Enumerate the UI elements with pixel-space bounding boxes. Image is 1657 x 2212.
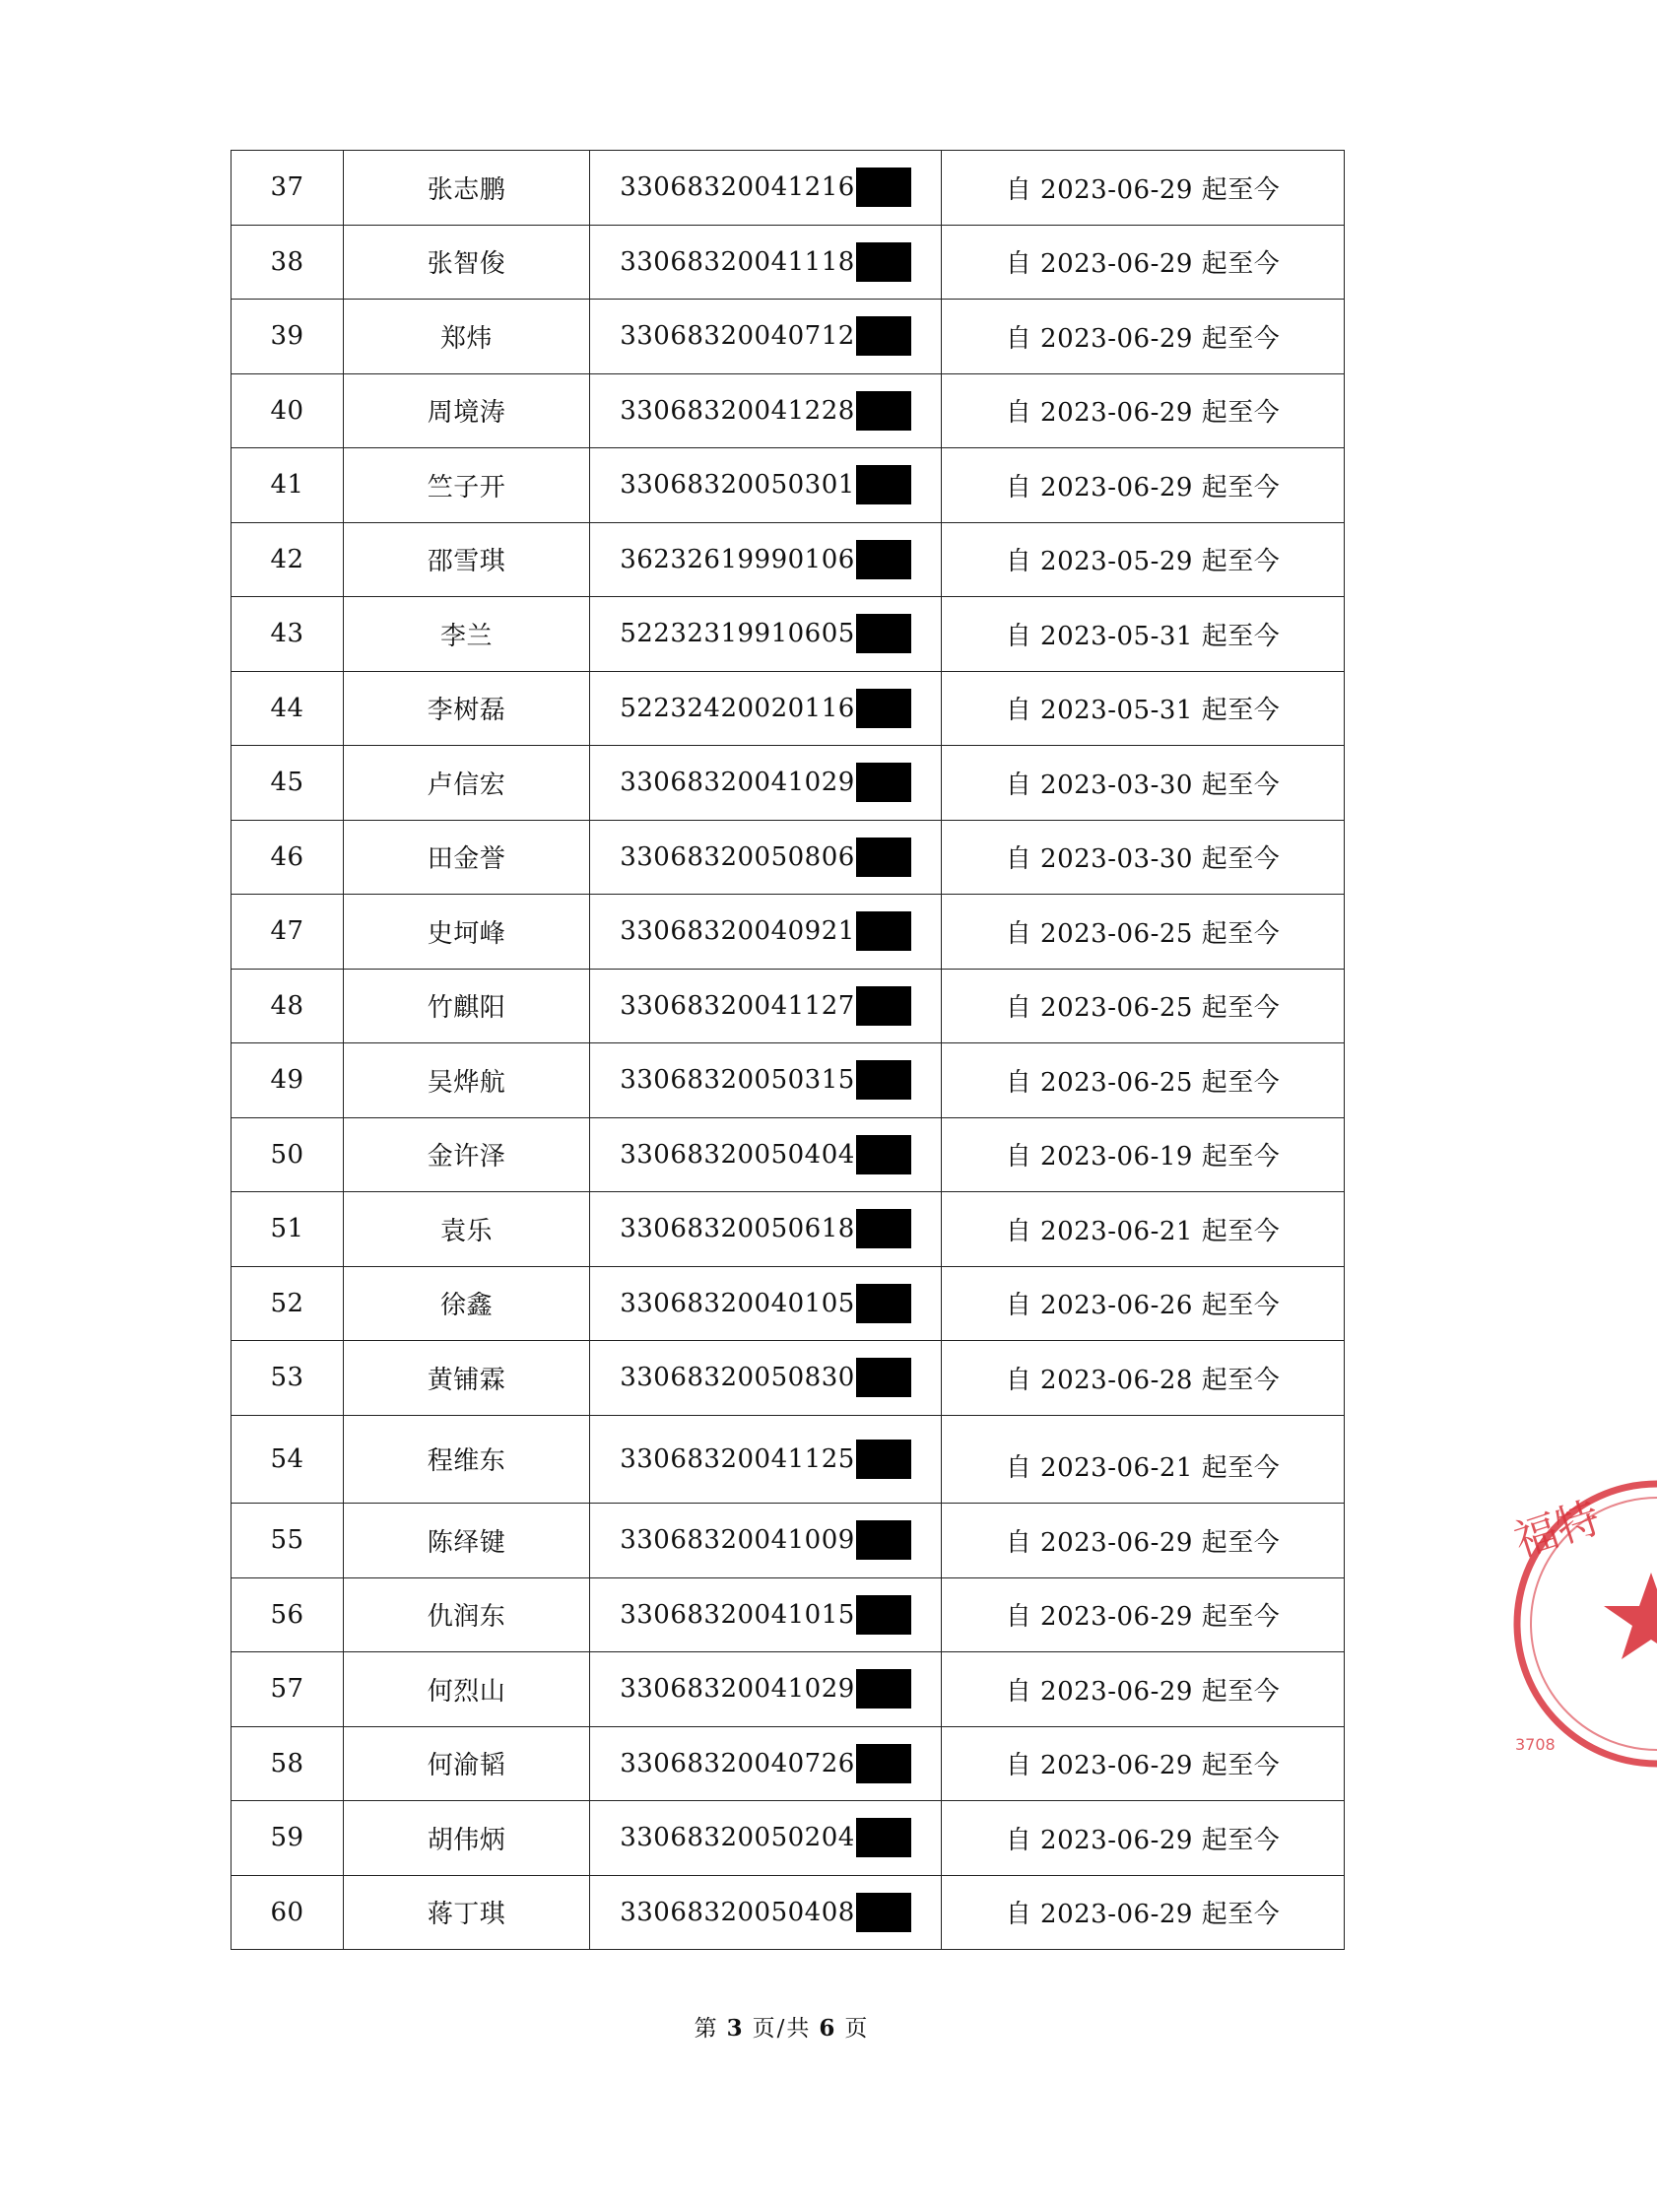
id-number-cell xyxy=(590,1341,942,1416)
id-number-visible: 33068320040921 xyxy=(620,916,855,947)
person-name: 袁乐 xyxy=(344,1192,590,1267)
id-number-visible: 33068320050806 xyxy=(620,841,855,872)
redaction-block xyxy=(856,614,911,653)
employment-date: 自 2023-06-29 起至今 xyxy=(942,225,1345,300)
id-number-cell xyxy=(590,151,942,226)
id-number-cell xyxy=(590,1266,942,1341)
row-number: 38 xyxy=(232,225,344,300)
person-name: 李兰 xyxy=(344,597,590,672)
employment-date: 自 2023-06-28 起至今 xyxy=(942,1341,1345,1416)
table-row xyxy=(232,373,1345,448)
table-row xyxy=(232,1341,1345,1416)
redaction-block xyxy=(856,316,911,356)
id-number-visible: 33068320050315 xyxy=(620,1065,855,1096)
table-row xyxy=(232,820,1345,895)
id-number-cell xyxy=(590,746,942,821)
footer-current-page: 3 xyxy=(726,2015,745,2042)
employment-date: 自 2023-06-29 起至今 xyxy=(942,1652,1345,1727)
table-row xyxy=(232,1117,1345,1192)
employment-date: 自 2023-06-19 起至今 xyxy=(942,1117,1345,1192)
id-number-cell xyxy=(590,300,942,374)
page-footer xyxy=(0,2010,1563,2043)
row-number: 58 xyxy=(232,1726,344,1801)
id-number-cell xyxy=(590,1652,942,1727)
id-number-visible: 33068320050301 xyxy=(620,470,855,501)
person-name: 黄铺霖 xyxy=(344,1341,590,1416)
id-number-visible: 52232420020116 xyxy=(620,693,855,723)
roster-table xyxy=(231,150,1345,1950)
id-number-cell xyxy=(590,1504,942,1578)
roster-body xyxy=(232,151,1345,1950)
seal-star-icon xyxy=(1604,1573,1657,1659)
row-number: 47 xyxy=(232,895,344,970)
employment-date: 自 2023-06-21 起至今 xyxy=(942,1192,1345,1267)
person-name: 邵雪琪 xyxy=(344,522,590,597)
footer-total-pages: 6 xyxy=(819,2015,837,2042)
person-name: 仇润东 xyxy=(344,1577,590,1652)
row-number: 39 xyxy=(232,300,344,374)
id-number-cell xyxy=(590,1117,942,1192)
person-name: 李树磊 xyxy=(344,671,590,746)
table-row xyxy=(232,969,1345,1043)
row-number: 52 xyxy=(232,1266,344,1341)
redaction-block xyxy=(856,1520,911,1560)
employment-date: 自 2023-06-29 起至今 xyxy=(942,448,1345,523)
id-number-cell xyxy=(590,522,942,597)
id-number-visible: 52232319910605 xyxy=(620,619,855,649)
row-number: 46 xyxy=(232,820,344,895)
row-number: 59 xyxy=(232,1801,344,1876)
table-row xyxy=(232,1652,1345,1727)
person-name: 蒋丁琪 xyxy=(344,1875,590,1950)
table-row xyxy=(232,1415,1345,1504)
id-number-visible: 33068320050618 xyxy=(620,1214,855,1244)
redaction-block xyxy=(856,838,911,877)
id-number-visible: 33068320041228 xyxy=(620,395,855,426)
redaction-block xyxy=(856,1893,911,1932)
table-row xyxy=(232,151,1345,226)
table-row xyxy=(232,1266,1345,1341)
employment-date: 自 2023-06-25 起至今 xyxy=(942,969,1345,1043)
table-row xyxy=(232,225,1345,300)
id-number-cell xyxy=(590,671,942,746)
id-number-visible: 33068320041216 xyxy=(620,172,855,203)
row-number: 55 xyxy=(232,1504,344,1578)
id-number-cell xyxy=(590,1875,942,1950)
employment-date: 自 2023-06-26 起至今 xyxy=(942,1266,1345,1341)
id-number-visible: 33068320040105 xyxy=(620,1288,855,1318)
employment-date: 自 2023-03-30 起至今 xyxy=(942,820,1345,895)
employment-date: 自 2023-06-29 起至今 xyxy=(942,300,1345,374)
id-number-cell xyxy=(590,373,942,448)
id-number-cell xyxy=(590,597,942,672)
redaction-block xyxy=(856,1744,911,1783)
id-number-visible: 33068320041029 xyxy=(620,768,855,798)
employment-date: 自 2023-06-29 起至今 xyxy=(942,1504,1345,1578)
id-number-cell xyxy=(590,1043,942,1118)
redaction-block xyxy=(856,1595,911,1635)
id-number-visible: 33068320050204 xyxy=(620,1823,855,1853)
employment-date: 自 2023-06-29 起至今 xyxy=(942,373,1345,448)
employment-date: 自 2023-06-29 起至今 xyxy=(942,1875,1345,1950)
row-number: 57 xyxy=(232,1652,344,1727)
row-number: 43 xyxy=(232,597,344,672)
id-number-visible: 33068320041125 xyxy=(620,1443,855,1474)
id-number-cell xyxy=(590,225,942,300)
table-row xyxy=(232,746,1345,821)
footer-prefix: 第 xyxy=(694,2016,719,2042)
id-number-cell xyxy=(590,820,942,895)
person-name: 田金誉 xyxy=(344,820,590,895)
table-row xyxy=(232,448,1345,523)
redaction-block xyxy=(856,911,911,951)
id-number-visible: 33068320050404 xyxy=(620,1139,855,1170)
person-name: 周境涛 xyxy=(344,373,590,448)
person-name: 张志鹏 xyxy=(344,151,590,226)
row-number: 49 xyxy=(232,1043,344,1118)
redaction-block xyxy=(856,763,911,802)
employment-date: 自 2023-03-30 起至今 xyxy=(942,746,1345,821)
id-number-visible: 33068320040712 xyxy=(620,321,855,352)
redaction-block xyxy=(856,168,911,207)
redaction-block xyxy=(856,1060,911,1100)
id-number-visible: 33068320041118 xyxy=(620,246,855,277)
table-row xyxy=(232,671,1345,746)
employment-date: 自 2023-06-29 起至今 xyxy=(942,1726,1345,1801)
redaction-block xyxy=(856,1135,911,1174)
person-name: 郑炜 xyxy=(344,300,590,374)
row-number: 45 xyxy=(232,746,344,821)
redaction-block xyxy=(856,986,911,1026)
row-number: 50 xyxy=(232,1117,344,1192)
id-number-visible: 36232619990106 xyxy=(620,544,855,574)
id-number-visible: 33068320041015 xyxy=(620,1599,855,1630)
employment-date: 自 2023-06-29 起至今 xyxy=(942,151,1345,226)
table-row xyxy=(232,1801,1345,1876)
person-name: 张智俊 xyxy=(344,225,590,300)
person-name: 史坷峰 xyxy=(344,895,590,970)
person-name: 程维东 xyxy=(344,1415,590,1504)
employment-date: 自 2023-05-31 起至今 xyxy=(942,671,1345,746)
row-number: 53 xyxy=(232,1341,344,1416)
redaction-block xyxy=(856,689,911,728)
id-number-cell xyxy=(590,448,942,523)
id-number-cell xyxy=(590,1577,942,1652)
redaction-block xyxy=(856,540,911,579)
id-number-visible: 33068320050408 xyxy=(620,1897,855,1927)
employment-date: 自 2023-05-31 起至今 xyxy=(942,597,1345,672)
id-number-visible: 33068320041009 xyxy=(620,1525,855,1556)
row-number: 48 xyxy=(232,969,344,1043)
id-number-cell xyxy=(590,969,942,1043)
id-number-visible: 33068320041127 xyxy=(620,990,855,1021)
redaction-block xyxy=(856,391,911,431)
redaction-block xyxy=(856,1440,911,1479)
employment-date: 自 2023-06-25 起至今 xyxy=(942,1043,1345,1118)
id-number-visible: 33068320040726 xyxy=(620,1748,855,1778)
redaction-block xyxy=(856,1284,911,1323)
table-row xyxy=(232,1577,1345,1652)
employment-date: 自 2023-06-29 起至今 xyxy=(942,1801,1345,1876)
table-row xyxy=(232,597,1345,672)
redaction-block xyxy=(856,1818,911,1857)
person-name: 竺子开 xyxy=(344,448,590,523)
person-name: 金许泽 xyxy=(344,1117,590,1192)
person-name: 陈绎键 xyxy=(344,1504,590,1578)
row-number: 44 xyxy=(232,671,344,746)
table-row xyxy=(232,300,1345,374)
id-number-cell xyxy=(590,895,942,970)
table-row xyxy=(232,1726,1345,1801)
person-name: 徐鑫 xyxy=(344,1266,590,1341)
official-seal-stamp xyxy=(1509,1456,1657,1791)
id-number-visible: 33068320050830 xyxy=(620,1363,855,1393)
person-name: 何渝韬 xyxy=(344,1726,590,1801)
employment-date: 自 2023-06-25 起至今 xyxy=(942,895,1345,970)
row-number: 37 xyxy=(232,151,344,226)
table-row xyxy=(232,1504,1345,1578)
redaction-block xyxy=(856,1209,911,1248)
person-name: 胡伟炳 xyxy=(344,1801,590,1876)
id-number-cell xyxy=(590,1415,942,1504)
row-number: 41 xyxy=(232,448,344,523)
footer-suffix: 页 xyxy=(844,2016,870,2042)
svg-text:福特: 福特 xyxy=(1508,1492,1607,1568)
row-number: 40 xyxy=(232,373,344,448)
table-row xyxy=(232,1192,1345,1267)
employment-date: 自 2023-06-29 起至今 xyxy=(942,1577,1345,1652)
redaction-block xyxy=(856,1669,911,1709)
row-number: 54 xyxy=(232,1415,344,1504)
id-number-cell xyxy=(590,1726,942,1801)
row-number: 60 xyxy=(232,1875,344,1950)
row-number: 51 xyxy=(232,1192,344,1267)
row-number: 56 xyxy=(232,1577,344,1652)
table-row xyxy=(232,522,1345,597)
id-number-visible: 33068320041029 xyxy=(620,1674,855,1705)
employment-date: 自 2023-05-29 起至今 xyxy=(942,522,1345,597)
row-number: 42 xyxy=(232,522,344,597)
person-name: 卢信宏 xyxy=(344,746,590,821)
person-name: 竹麒阳 xyxy=(344,969,590,1043)
table-row xyxy=(232,895,1345,970)
redaction-block xyxy=(856,242,911,282)
person-name: 吴烨航 xyxy=(344,1043,590,1118)
employment-date: 自 2023-06-21 起至今 xyxy=(942,1415,1345,1504)
table-row xyxy=(232,1043,1345,1118)
id-number-cell xyxy=(590,1801,942,1876)
svg-text:3708: 3708 xyxy=(1515,1735,1556,1754)
redaction-block xyxy=(856,1358,911,1397)
footer-middle: 页/共 xyxy=(752,2016,812,2042)
id-number-cell xyxy=(590,1192,942,1267)
redaction-block xyxy=(856,465,911,504)
table-row xyxy=(232,1875,1345,1950)
person-name: 何烈山 xyxy=(344,1652,590,1727)
